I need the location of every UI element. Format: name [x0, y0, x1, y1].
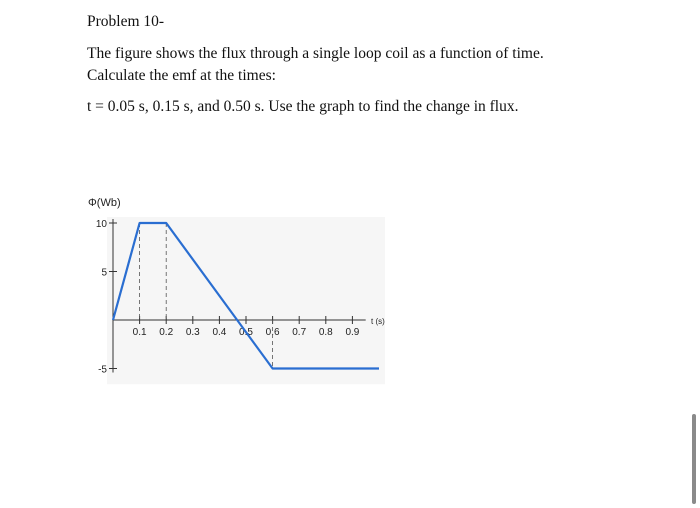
problem-text-line-3: t = 0.05 s, 0.15 s, and 0.50 s. Use the graph to find the change in flux.: [87, 98, 519, 115]
x-tick-label: 0.4: [212, 327, 227, 338]
x-tick-label: 0.5: [239, 327, 253, 338]
x-tick-label: 0.9: [345, 327, 360, 338]
y-tick-label: 5: [101, 267, 107, 279]
vertical-scrollbar[interactable]: [692, 414, 696, 504]
problem-title: Problem 10-: [87, 13, 165, 30]
x-tick-label: 0.1: [132, 327, 147, 338]
y-axis-label: Φ(Wb): [88, 197, 121, 209]
y-tick-label: 10: [95, 219, 107, 230]
x-tick-label: 0.2: [159, 327, 174, 338]
x-axis-label: t (s): [371, 317, 385, 326]
plot-background: [107, 217, 385, 384]
problem-text-line-2: Calculate the emf at the times:: [87, 67, 276, 84]
x-tick-label: 0.6: [265, 327, 280, 338]
x-tick-label: 0.3: [185, 327, 200, 338]
x-tick-label: 0.7: [292, 327, 307, 338]
flux-time-chart: [80, 186, 400, 386]
problem-text-line-1: The figure shows the flux through a single loop coil as a function of time.: [87, 45, 544, 62]
y-tick-label: -5: [98, 364, 107, 376]
x-tick-label: 0.8: [318, 327, 333, 338]
flux-graph-figure: [80, 186, 400, 386]
